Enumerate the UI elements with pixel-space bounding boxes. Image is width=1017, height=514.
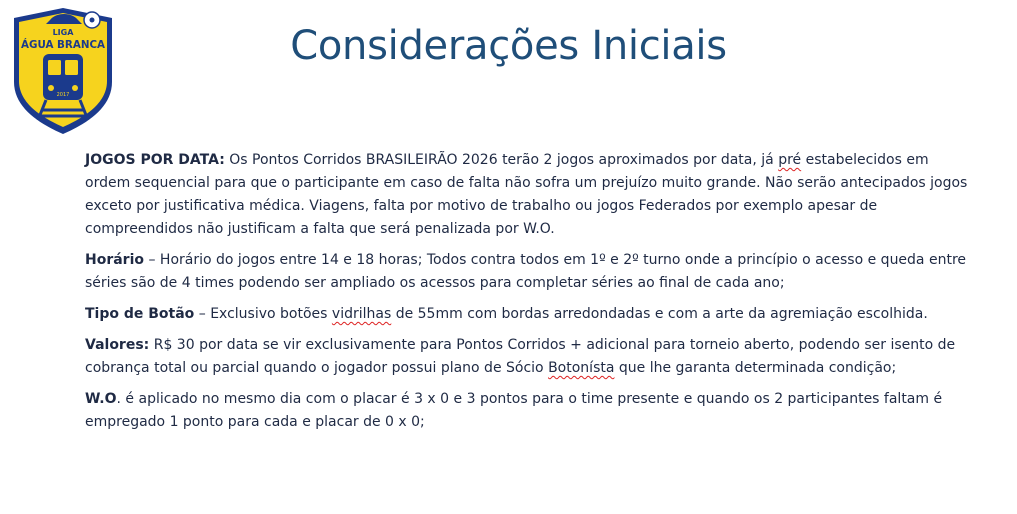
paragraph-tipo-de-botao	[85, 303, 975, 326]
spellcheck-word: vidrilhas	[331, 306, 392, 322]
paragraph-jogos-por-data	[85, 149, 975, 241]
paragraph-text: estabelecidos em ordem sequencial para que o participante em caso de falta não sofra um prejuízo muito grande. Não serão antecipados jogos exceto por justificativa médica. Viagens, falta por motivo de trabalho ou jogos Federados por exemplo apesar de compreendidos não justificam a falta que será penalizada por W.O.	[85, 152, 968, 237]
paragraph-heading: W.O	[85, 391, 117, 407]
spellcheck-word: pré	[778, 152, 802, 168]
paragraph-text: . é aplicado no mesmo dia com o placar é 3 x 0 e 3 pontos para o time presente e quando os 2 participantes faltam é empregado 1 ponto para cada e placar de 0 x 0;	[85, 391, 943, 430]
paragraph-text: – Horário do jogos entre 14 e 18 horas; Todos contra todos em 1º e 2º turno onde a princípio o acesso e queda entre séries são de 4 times podendo ser ampliado os acessos para completar séries ao final de cada ano;	[85, 252, 967, 291]
spellcheck-word: Botonísta	[548, 360, 615, 376]
paragraph-text: de 55mm com bordas arredondadas e com a arte da agremiação escolhida.	[391, 306, 928, 322]
paragraph-text: – Exclusivo botões	[194, 306, 332, 322]
paragraph-heading: JOGOS POR DATA:	[85, 152, 225, 168]
logo-liga-text: LIGA	[52, 28, 74, 37]
paragraph-text: que lhe garanta determinada condição;	[614, 360, 897, 376]
logo-year-text: 2017	[56, 92, 70, 98]
paragraph-horario	[85, 249, 975, 295]
paragraph-valores	[85, 334, 975, 380]
paragraph-heading: Tipo de Botão	[85, 306, 195, 322]
paragraph-text: R$ 30 por data se vir exclusivamente para Pontos Corridos + adicional para torneio aberto, podendo ser isento de cobrança total ou parcial quando o jogador possui plano de Sócio	[85, 337, 956, 376]
page-title: Considerações Iniciais	[290, 23, 727, 69]
paragraph-heading: Valores:	[85, 337, 150, 353]
logo-name-text: ÁGUA BRANCA	[21, 38, 106, 51]
paragraph-text: Os Pontos Corridos BRASILEIRÃO 2026 terão 2 jogos aproximados por data, já	[224, 152, 779, 168]
content-body	[85, 149, 975, 442]
paragraph-heading: Horário	[85, 252, 145, 268]
paragraph-wo	[85, 388, 975, 434]
